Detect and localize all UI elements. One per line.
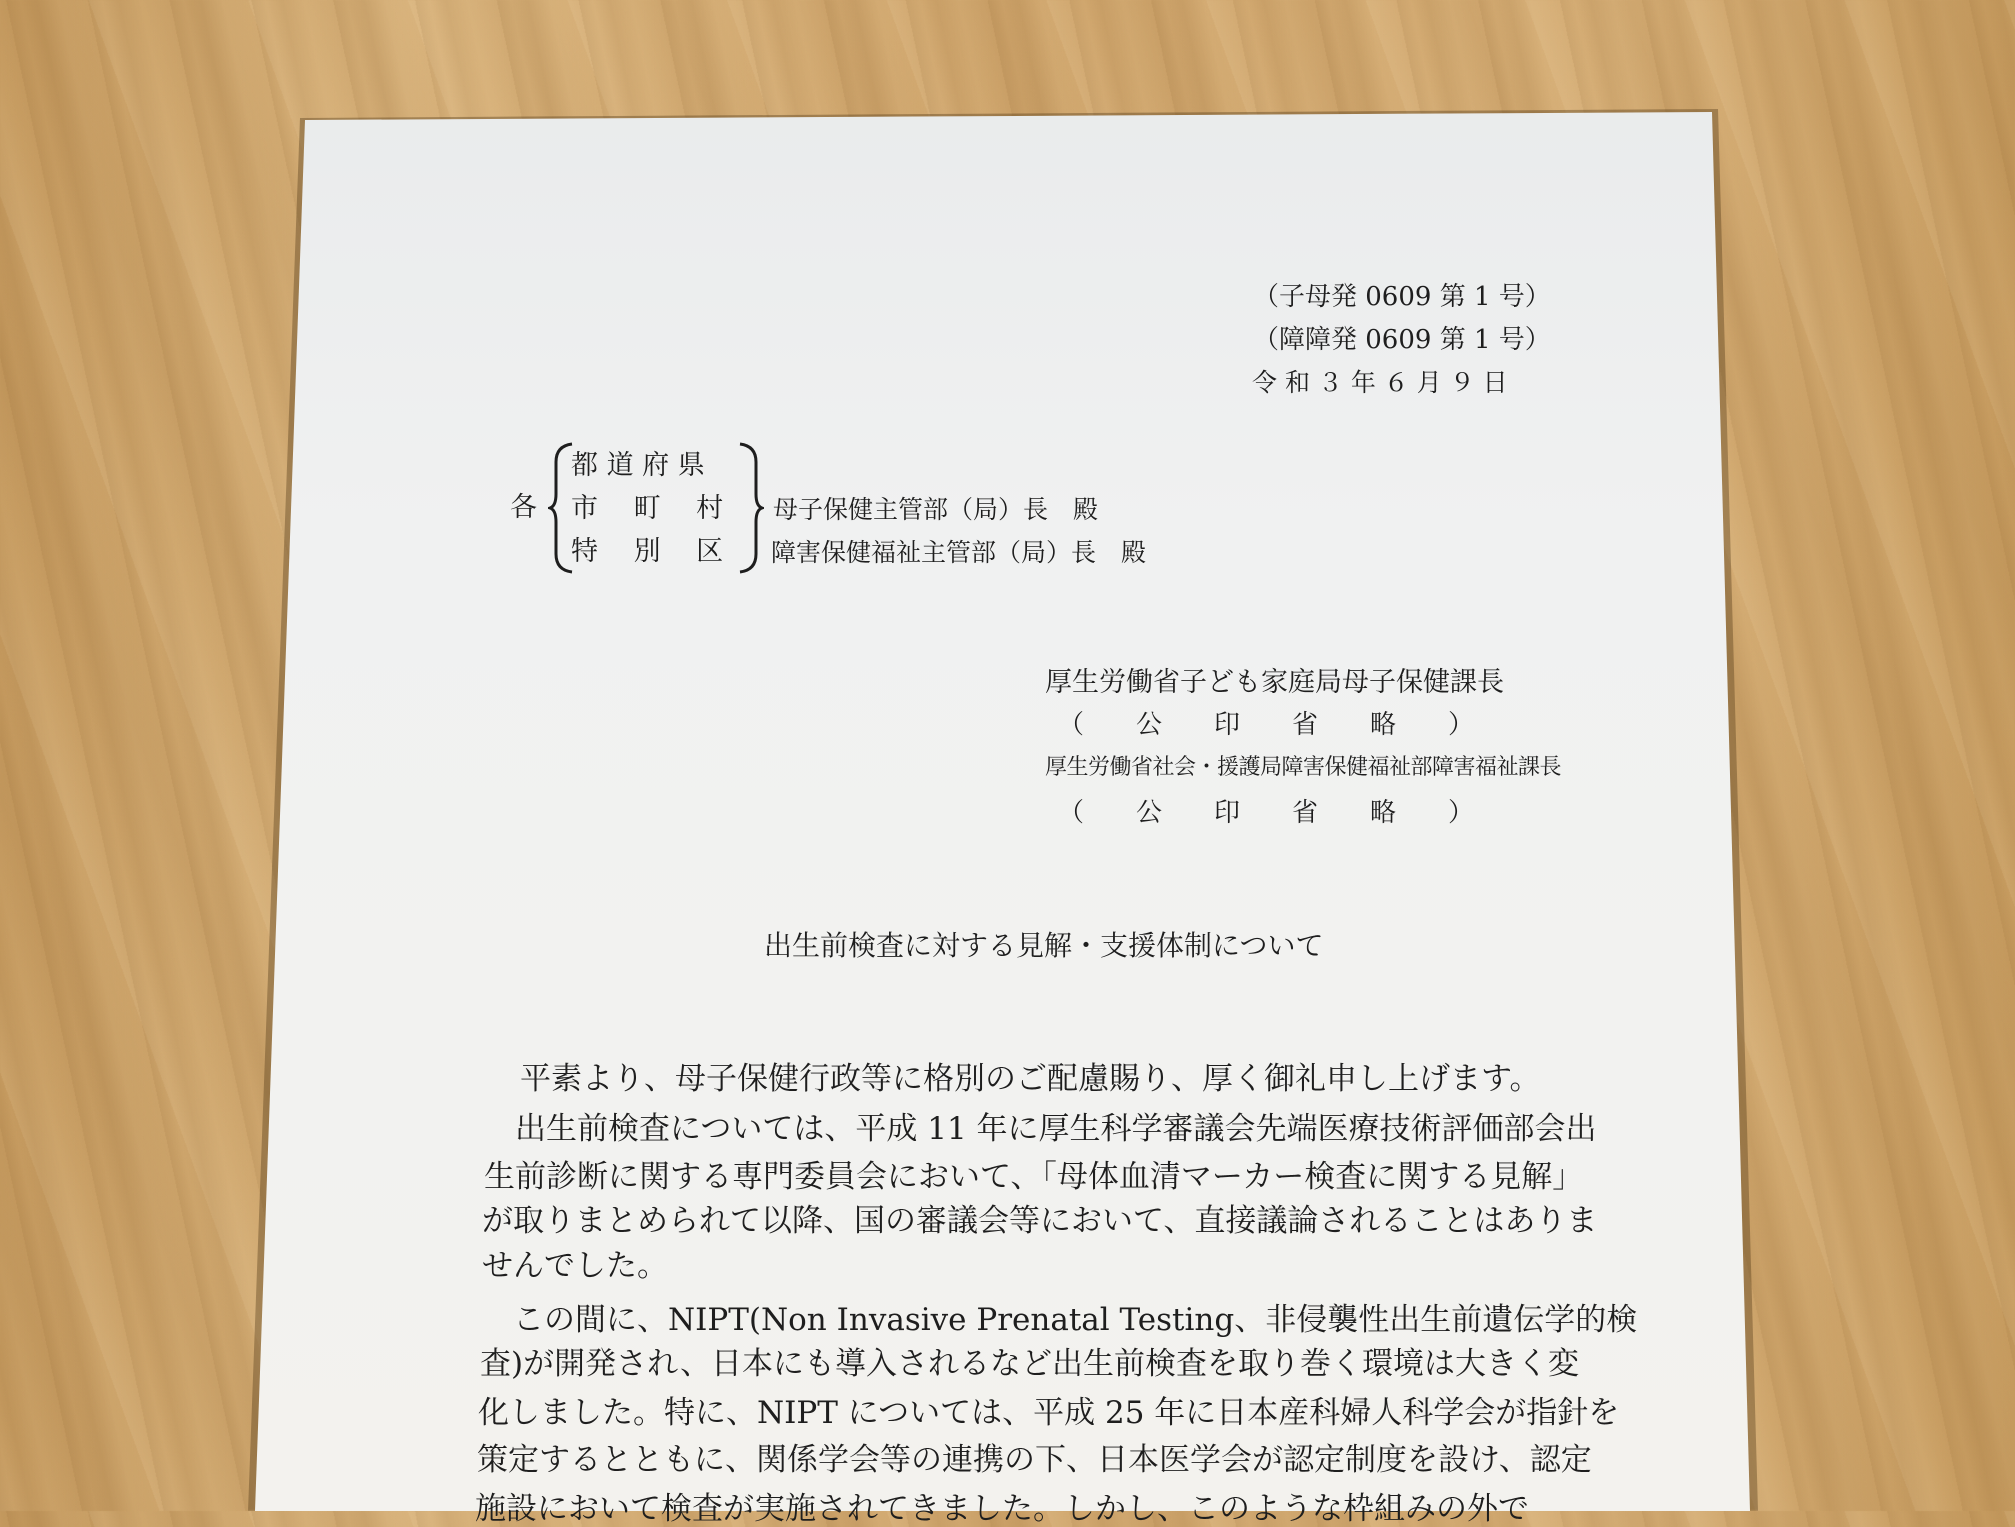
document-title: 出生前検査に対する見解・支援体制について [764,929,1324,962]
document-date: 令 和 ３ 年 ６ 月 ９ 日 [1252,368,1508,397]
recipient-municipalities: 市 町 村 [571,493,724,524]
right-bracket-icon [736,440,764,576]
sender-2: 厚生労働省社会・援護局障害保健福祉部障害福祉課長 [1045,755,1562,780]
recipient-prefectures: 都 道 府 県 [571,450,705,481]
recipient-department-1: 母子保健主管部（局）長 殿 [773,495,1099,524]
sender-1: 厚生労働省子ども家庭局母子保健課長 [1045,667,1504,698]
body-line: この間に、NIPT(Non Invasive Prenatal Testing、非侵襲性出生前遺伝学的検 [513,1302,1638,1338]
reference-number-1: （子母発 0609 第 1 号） [1253,282,1551,312]
body-line: 平素より、母子保健行政等に格別のご配慮賜り、厚く御礼申し上げます。 [520,1061,1541,1097]
body-line: 策定するとともに、関係学会等の連携の下、日本医学会が認定制度を設け、認定 [477,1442,1592,1478]
recipient-special-wards: 特 別 区 [571,536,724,567]
recipients-prefix: 各 [510,492,537,523]
recipient-department-2: 障害保健福祉主管部（局）長 殿 [771,538,1147,567]
body-line: 化しました。特に、NIPT については、平成 25 年に日本産科婦人科学会が指針を [478,1395,1620,1431]
body-line: 査)が開発され、日本にも導入されるなど出生前検査を取り巻く環境は大きく変 [480,1346,1579,1382]
body-line: 出生前検査については、平成 11 年に厚生科学審議会先端医療技術評価部会出 [515,1111,1597,1147]
body-line: が取りまとめられて以降、国の審議会等において、直接議論されることはありま [482,1203,1598,1239]
body-line: 施設において検査が実施されてきました。しかし、このような枠組みの外で [475,1491,1529,1527]
body-line: 生前診断に関する専門委員会において、「母体血清マーカー検査に関する見解」 [484,1159,1584,1195]
reference-number-2: （障障発 0609 第 1 号） [1253,325,1551,355]
seal-omitted-1: （ 公 印 省 略 ） [1058,710,1475,740]
seal-omitted-2: （ 公 印 省 略 ） [1058,798,1475,828]
body-line: せんでした。 [482,1248,668,1284]
